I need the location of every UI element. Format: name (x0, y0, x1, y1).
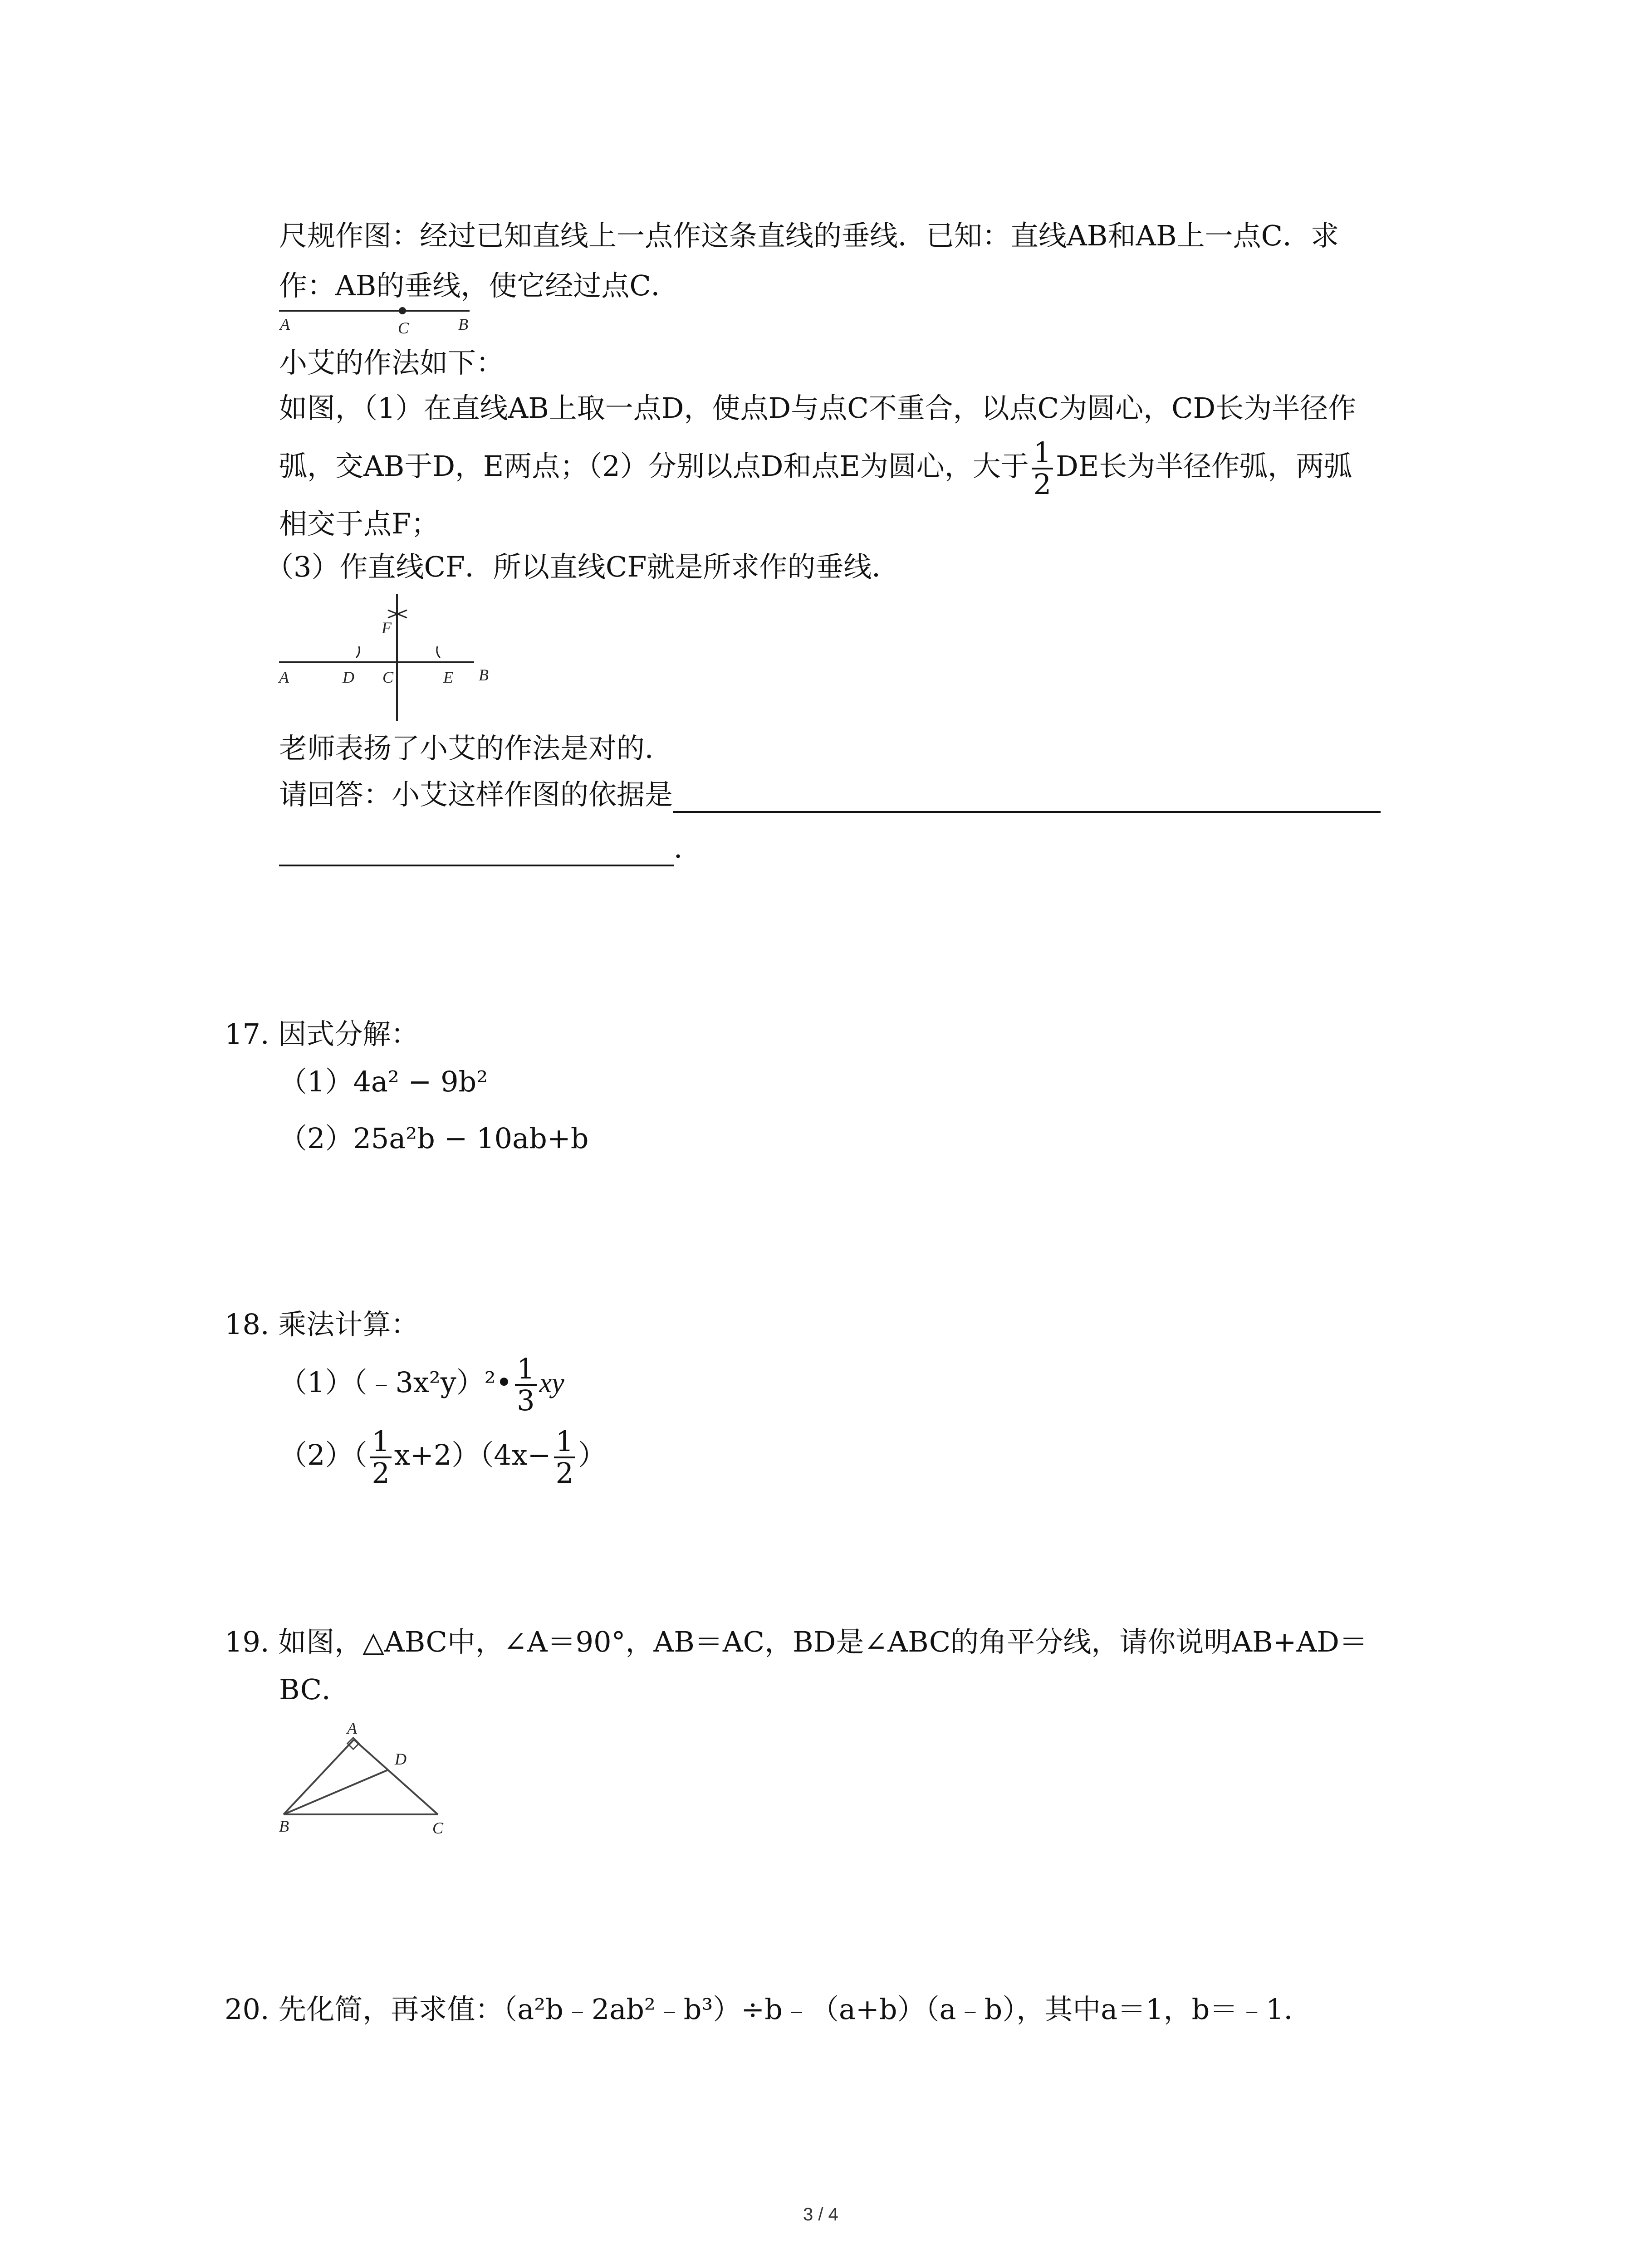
p16-line10-end: ． (674, 831, 702, 865)
p16-line8: 老师表扬了小艾的作法是对的． (279, 732, 673, 765)
p16-line10 (279, 830, 702, 866)
p17-q2: （2）25a²b − 10ab+b (279, 1122, 589, 1155)
p16-line1: 尺规作图：经过已知直线上一点作这条直线的垂线．已知：直线AB和AB上一点C．求 (279, 219, 1339, 252)
p17-q1: （1）4a² − 9b² (279, 1065, 488, 1098)
p16-line7: （3）作直线CF．所以直线CF就是所求作的垂线． (265, 550, 900, 583)
p16-line5-a: 弧，交AB于D，E两点；（2）分别以点D和点E为圆心，大于 (279, 450, 1029, 483)
fig1-label-b: B (458, 315, 468, 333)
frac-den: 2 (1033, 468, 1052, 501)
p18-q2-c: ） (578, 1438, 607, 1472)
p17-title: 17. 因式分解： (225, 1017, 419, 1051)
fig1-label-a: A (280, 315, 290, 333)
fig3-label-b: B (279, 1817, 289, 1835)
fig2-label-e: E (443, 668, 453, 686)
p18-q2-b: x+2）（4x− (394, 1438, 551, 1472)
fig3-label-d: D (395, 1750, 407, 1768)
p19-line2: BC． (279, 1673, 350, 1706)
frac-den: 3 (517, 1384, 535, 1417)
fig2-label-d: D (343, 668, 354, 686)
fraction-third (515, 1354, 536, 1416)
p16-line3: 小艾的作法如下： (279, 346, 505, 379)
p16-line2: 作：AB的垂线，使它经过点C． (279, 269, 679, 302)
frac-num: 1 (1032, 438, 1053, 469)
figure-line-abc (279, 302, 488, 338)
frac-num: 1 (554, 1427, 575, 1458)
p16-line4: 如图，（1）在直线AB上取一点D，使点D与点C不重合，以点C为圆心，CD长为半径作 (279, 391, 1357, 425)
frac-num: 1 (370, 1427, 391, 1458)
p16-line9-text: 请回答：小艾这样作图的依据是 (279, 778, 673, 811)
p16-line5-b: DE长为半径作弧，两弧 (1056, 450, 1352, 483)
fig2-label-f: F (382, 619, 392, 637)
fig2-label-b: B (479, 666, 489, 684)
figure-perpendicular-construction (279, 590, 515, 735)
fig3-label-c: C (432, 1819, 444, 1837)
p18-q2-a: （2）（ (279, 1438, 367, 1472)
p18-title: 18. 乘法计算： (225, 1308, 419, 1341)
frac-num: 1 (515, 1354, 536, 1386)
frac-den: 2 (555, 1457, 574, 1490)
p18-q1-a: （1）（﹣3x²y）²• (279, 1366, 513, 1399)
fraction-half-2 (554, 1427, 575, 1488)
page-number: 3 / 4 (803, 2204, 838, 2224)
answer-blank-2[interactable] (279, 837, 674, 866)
p16-line6: 相交于点F； (279, 507, 440, 540)
fig2-label-a: A (279, 668, 289, 686)
answer-blank-1[interactable] (673, 784, 1381, 813)
figure-triangle-abc (279, 1719, 460, 1837)
fig3-label-a: A (347, 1719, 357, 1737)
p20-line1: 20. 先化简，再求值：（a²b﹣2ab²﹣b³）÷b﹣（a+b）（a﹣b），其中a＝1，b＝﹣1． (225, 1993, 1312, 2026)
fraction-half (1032, 438, 1053, 499)
fraction-half-1 (370, 1427, 391, 1488)
p18-q1-b: xy (539, 1368, 564, 1399)
p18-q1 (279, 1354, 564, 1416)
p16-line9 (279, 777, 1381, 813)
p16-line5 (279, 438, 1352, 499)
fig1-label-c: C (398, 319, 409, 337)
frac-den: 2 (372, 1457, 390, 1490)
fig2-label-c: C (382, 668, 394, 686)
p19-line1: 19. 如图，△ABC中，∠A＝90°，AB＝AC，BD是∠ABC的角平分线，请你说明AB+AD＝ (225, 1625, 1367, 1658)
p18-q2 (279, 1427, 606, 1488)
